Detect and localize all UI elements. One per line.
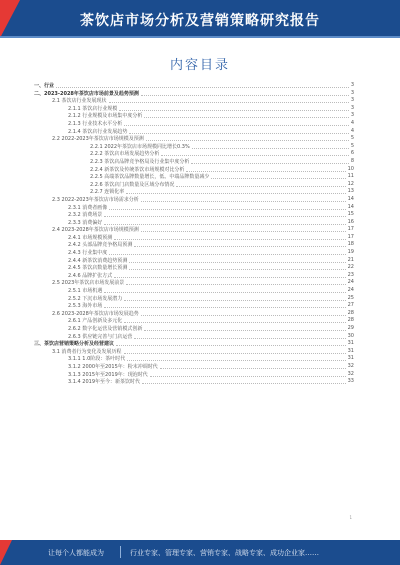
toc-leader-dots bbox=[134, 338, 346, 339]
toc-entry[interactable] bbox=[34, 317, 354, 325]
toc-entry-page: 4 bbox=[350, 127, 354, 134]
toc-leader-dots bbox=[114, 277, 346, 278]
toc-entry[interactable] bbox=[34, 82, 354, 90]
toc-entry[interactable] bbox=[34, 105, 354, 113]
toc-leader-dots bbox=[150, 376, 346, 377]
toc-entry-title: 2.1 茶饮店行业发展现状 bbox=[52, 98, 107, 105]
toc-entry-title: 2.2.5 高端茶饮品牌数量增长，低、中端品牌数量减少 bbox=[90, 174, 210, 181]
toc-entry[interactable] bbox=[34, 279, 354, 287]
toc-entry-page: 17 bbox=[347, 226, 354, 233]
toc-entry-page: 19 bbox=[347, 249, 354, 256]
toc-entry[interactable] bbox=[34, 226, 354, 234]
toc-entry-page: 27 bbox=[347, 302, 354, 309]
toc-leader-dots bbox=[141, 95, 349, 96]
toc-entry-title: 2.4.3 行业集中度 bbox=[68, 250, 108, 257]
toc-entry-page: 11 bbox=[347, 173, 354, 180]
toc-entry-title: 2.5.1 市场机遇 bbox=[68, 288, 103, 295]
header-divider bbox=[0, 36, 400, 38]
toc-leader-dots bbox=[114, 239, 346, 240]
toc-entry[interactable] bbox=[34, 371, 354, 379]
toc-entry[interactable] bbox=[34, 363, 354, 371]
toc-leader-dots bbox=[211, 178, 346, 179]
toc-entry[interactable] bbox=[34, 135, 354, 143]
toc-leader-dots bbox=[141, 201, 346, 202]
footer-separator bbox=[120, 546, 121, 558]
toc-entry-page: 4 bbox=[350, 119, 354, 126]
toc-entry-title: 3.1.1 1.0阶段：茶叶时代 bbox=[68, 356, 126, 363]
toc-entry-page: 25 bbox=[347, 294, 354, 301]
toc-leader-dots bbox=[134, 246, 346, 247]
toc-entry-page: 3 bbox=[350, 97, 354, 104]
toc-entry[interactable] bbox=[34, 112, 354, 120]
toc-entry-title: 2.2.3 茶饮店品牌竞争格局及行业集中度分析 bbox=[90, 158, 190, 165]
toc-leader-dots bbox=[191, 163, 349, 164]
toc-leader-dots bbox=[104, 224, 346, 225]
toc-entry-page: 6 bbox=[350, 150, 354, 157]
toc-leader-dots bbox=[142, 383, 346, 384]
toc-leader-dots bbox=[141, 315, 346, 316]
toc-entry-title: 2.2 2022-2023年茶饮店市场规模及预测 bbox=[52, 136, 144, 143]
toc-entry-title: 2.6 2023-2028年茶饮店市场发展趋势 bbox=[52, 310, 139, 317]
toc-entry[interactable] bbox=[34, 97, 354, 105]
toc-entry-page: 12 bbox=[347, 180, 354, 187]
toc-entry-page: 28 bbox=[347, 317, 354, 324]
toc-entry[interactable] bbox=[34, 196, 354, 204]
toc-entry[interactable] bbox=[34, 264, 354, 272]
header-bar bbox=[0, 0, 400, 38]
toc-entry-page: 3 bbox=[350, 82, 354, 88]
toc-entry-page: 22 bbox=[347, 264, 354, 271]
toc-entry-page: 21 bbox=[347, 256, 354, 263]
toc-entry-title: 二、2023-2028年茶饮店市场前景及趋势预测 bbox=[34, 90, 139, 97]
toc-entry-title: 2.3.1 消费者画像 bbox=[68, 204, 108, 211]
toc-leader-dots bbox=[124, 353, 346, 354]
toc-entry[interactable] bbox=[34, 340, 354, 348]
toc-entry-page: 16 bbox=[347, 218, 354, 225]
toc-leader-dots bbox=[146, 140, 349, 141]
toc-leader-dots bbox=[124, 300, 346, 301]
toc-entry-page: 32 bbox=[347, 370, 354, 377]
toc-entry-page: 33 bbox=[347, 378, 354, 385]
toc-entry-page: 8 bbox=[350, 157, 354, 164]
toc-entry-title: 2.3.2 消费场景 bbox=[68, 212, 103, 219]
toc-leader-dots bbox=[161, 155, 349, 156]
toc-leader-dots bbox=[141, 231, 346, 232]
footer-roles: 行业专家、管理专家、营销专家、战略专家、成功企业家…… bbox=[130, 549, 319, 557]
toc-leader-dots bbox=[104, 307, 346, 308]
toc-leader-dots bbox=[109, 254, 346, 255]
toc-entry[interactable] bbox=[34, 90, 354, 98]
toc-entry-page: 23 bbox=[347, 271, 354, 278]
toc-leader-dots bbox=[124, 125, 349, 126]
toc-entry[interactable] bbox=[34, 378, 354, 386]
table-of-contents bbox=[34, 82, 354, 386]
toc-entry[interactable] bbox=[34, 158, 354, 166]
toc-entry-title: 2.1.2 行业规模及市场集中度分析 bbox=[68, 113, 143, 120]
toc-entry-title: 2.4.6 品牌扩张方式 bbox=[68, 272, 113, 279]
toc-leader-dots bbox=[127, 360, 346, 361]
toc-entry[interactable] bbox=[34, 120, 354, 128]
toc-entry-title: 3.1 消费者行为变化及发展历程 bbox=[52, 348, 122, 355]
toc-entry[interactable] bbox=[34, 295, 354, 303]
toc-entry-title: 3.1.4 2019年至今：新茶饮时代 bbox=[68, 379, 141, 386]
toc-entry-title: 2.1.4 茶饮店行业发展趋势 bbox=[68, 128, 128, 135]
toc-entry-title: 三、茶饮店营销策略分析及经营建议 bbox=[34, 341, 115, 348]
toc-entry[interactable] bbox=[34, 181, 354, 189]
toc-entry[interactable] bbox=[34, 150, 354, 158]
toc-entry-page: 24 bbox=[347, 279, 354, 286]
toc-leader-dots bbox=[186, 171, 346, 172]
toc-leader-dots bbox=[119, 110, 349, 111]
toc-leader-dots bbox=[104, 292, 346, 293]
toc-leader-dots bbox=[129, 262, 346, 263]
toc-entry[interactable] bbox=[34, 173, 354, 181]
toc-leader-dots bbox=[104, 216, 346, 217]
toc-entry-page: 31 bbox=[347, 355, 354, 362]
toc-leader-dots bbox=[144, 330, 346, 331]
toc-entry[interactable] bbox=[34, 143, 354, 151]
toc-entry[interactable] bbox=[34, 241, 354, 249]
toc-entry-title: 2.4.4 新茶饮消费趋势预测 bbox=[68, 257, 128, 264]
toc-entry-title: 2.4.2 头部品牌竞争格局预测 bbox=[68, 242, 133, 249]
toc-heading: 内容目录 bbox=[169, 58, 230, 73]
toc-entry-page: 14 bbox=[347, 203, 354, 210]
toc-entry-title: 2.5.3 海外市场 bbox=[68, 303, 103, 310]
toc-entry-title: 2.2.2 茶饮店市场发展趋势分析 bbox=[90, 151, 160, 158]
toc-entry-title: 2.6.3 供应链完善与门店运营 bbox=[68, 333, 133, 340]
toc-entry-page: 13 bbox=[347, 188, 354, 195]
toc-entry-title: 2.2.6 茶饮店门店数量及区域分布情况 bbox=[90, 181, 175, 188]
toc-entry-page: 18 bbox=[347, 241, 354, 248]
toc-entry[interactable] bbox=[34, 302, 354, 310]
toc-entry-page: 24 bbox=[347, 287, 354, 294]
toc-entry-title: 2.4.1 市场规模预测 bbox=[68, 234, 113, 241]
toc-entry-title: 3.1.2 2000年至2015年：粉末冲调时代 bbox=[68, 363, 158, 370]
toc-entry[interactable] bbox=[34, 257, 354, 265]
toc-entry[interactable] bbox=[34, 249, 354, 257]
toc-leader-dots bbox=[176, 186, 346, 187]
toc-entry[interactable] bbox=[34, 272, 354, 280]
toc-entry-title: 2.6.2 数字化运营及营销模式创新 bbox=[68, 326, 143, 332]
toc-entry[interactable] bbox=[34, 333, 354, 341]
toc-entry[interactable] bbox=[34, 348, 354, 356]
toc-leader-dots bbox=[56, 87, 349, 88]
toc-entry[interactable] bbox=[34, 166, 354, 174]
toc-leader-dots bbox=[129, 269, 346, 270]
toc-entry-title: 2.2.7 连锁化率 bbox=[90, 189, 125, 196]
toc-entry-title: 2.4.5 茶饮店数量增长预测 bbox=[68, 265, 128, 272]
toc-entry-page: 31 bbox=[347, 340, 354, 347]
toc-entry[interactable] bbox=[34, 211, 354, 219]
toc-entry-title: 2.1.1 茶饮店行业规模 bbox=[68, 105, 118, 112]
toc-leader-dots bbox=[124, 322, 346, 323]
toc-leader-dots bbox=[192, 148, 349, 149]
toc-entry-title: 2.5 2023年茶饮店市场发展前景 bbox=[52, 280, 125, 287]
toc-leader-dots bbox=[126, 284, 346, 285]
toc-leader-dots bbox=[160, 368, 346, 369]
toc-entry-page: 17 bbox=[347, 233, 354, 240]
footer-slogan: 让每个人都能成为 bbox=[48, 549, 104, 557]
toc-entry-page: 14 bbox=[347, 195, 354, 202]
toc-entry-page: 29 bbox=[347, 325, 354, 331]
toc-entry-page: 30 bbox=[347, 332, 354, 339]
toc-leader-dots bbox=[129, 133, 349, 134]
toc-entry[interactable] bbox=[34, 188, 354, 196]
toc-entry[interactable] bbox=[34, 310, 354, 318]
toc-leader-dots bbox=[144, 117, 349, 118]
toc-entry-page: 3 bbox=[350, 112, 354, 119]
toc-entry[interactable] bbox=[34, 325, 354, 333]
toc-entry-title: 一、行业 bbox=[34, 83, 55, 89]
toc-entry-title: 2.2.1 2022年茶饮店市场规模同比增长0.3% bbox=[90, 143, 190, 150]
toc-entry-title: 2.2.4 新茶饮及传统茶饮市场规模对比分析 bbox=[90, 166, 185, 173]
toc-entry-page: 10 bbox=[347, 165, 354, 172]
toc-leader-dots bbox=[116, 345, 346, 346]
toc-entry-page: 5 bbox=[350, 135, 354, 142]
toc-entry-title: 2.3 2022-2023年茶饮店市场需求分析 bbox=[52, 196, 139, 203]
toc-entry[interactable] bbox=[34, 128, 354, 136]
toc-entry-title: 2.1.3 行业技术水平分析 bbox=[68, 120, 123, 127]
report-title: 茶饮店市场分析及营销策略研究报告 bbox=[80, 13, 320, 29]
toc-leader-dots bbox=[126, 193, 346, 194]
toc-entry[interactable] bbox=[34, 234, 354, 242]
toc-entry-title: 2.3.3 消费偏好 bbox=[68, 219, 103, 226]
page-number: 1 bbox=[349, 515, 352, 520]
toc-entry-title: 2.4 2023-2028年茶饮店市场规模预测 bbox=[52, 227, 139, 234]
toc-entry[interactable] bbox=[34, 204, 354, 212]
toc-entry[interactable] bbox=[34, 355, 354, 363]
toc-entry-page: 3 bbox=[350, 104, 354, 111]
footer-bar bbox=[0, 540, 400, 565]
toc-entry-page: 5 bbox=[350, 142, 354, 149]
toc-entry-title: 2.6.1 产品创新及多元化 bbox=[68, 318, 123, 325]
toc-entry-page: 15 bbox=[347, 211, 354, 218]
toc-entry-page: 31 bbox=[347, 347, 354, 354]
toc-entry-page: 32 bbox=[347, 362, 354, 369]
toc-entry-page: 28 bbox=[347, 309, 354, 316]
toc-leader-dots bbox=[109, 102, 349, 103]
footer-accent-triangle bbox=[0, 540, 12, 565]
toc-entry[interactable] bbox=[34, 219, 354, 227]
toc-entry-page: 3 bbox=[350, 89, 354, 96]
toc-entry-title: 2.5.2 下沉市场发展潜力 bbox=[68, 295, 123, 302]
toc-leader-dots bbox=[109, 209, 346, 210]
toc-entry[interactable] bbox=[34, 287, 354, 295]
toc-entry-title: 3.1.3 2015年至2019年：现泡时代 bbox=[68, 371, 148, 378]
